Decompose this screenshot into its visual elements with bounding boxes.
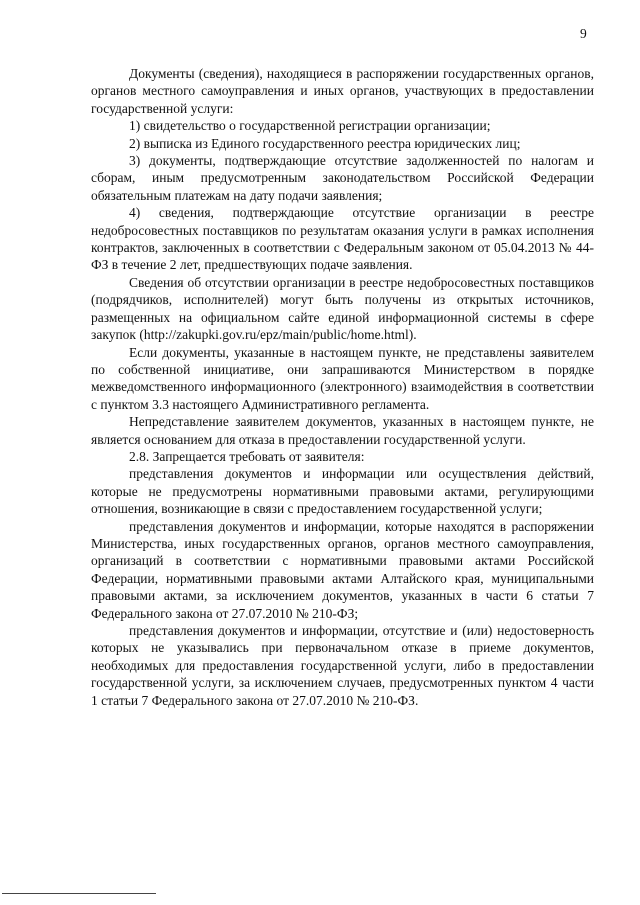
paragraph-interagency-request: Если документы, указанные в настоящем пункте, не представлены заявителем по собственной инициативе, они запрашиваются Министерством в порядке межведомственного информационного (электронного) взаимодействия в соответствии с пунктом 3.3 настоящего Административного регламента.	[91, 344, 594, 412]
paragraph-register-source: Сведения об отсутствии организации в реестре недобросовестных поставщиков (подрядчиков, исполнителей) могут быть получены из открытых источников, размещенных на официальном сайте единой информационной системы в сфере закупок (http://zakupki.gov.ru/epz/main/public/home.html).	[91, 274, 594, 343]
list-item-registration-certificate: 1) свидетельство о государственной регистрации организации;	[129, 118, 491, 134]
paragraph-non-submission: Непредставление заявителем документов, указанных в настоящем пункте, не является основанием для отказа в предоставлении государственной услуги.	[91, 414, 594, 447]
section-heading-2-8: 2.8. Запрещается требовать от заявителя:	[129, 448, 365, 464]
list-item-not-in-unreliable-register: 4) сведения, подтверждающие отсутствие организации в реестре недобросовестных поставщиков по результатам оказания услуги в рамках исполнения контрактов, заключенных в соответствии с Федеральным законом от 05.04.2013 № 44-ФЗ в течение 2 лет, предшествующих подаче заявления.	[91, 205, 594, 273]
footnote-divider	[2, 893, 156, 894]
paragraph-documents-intro: Документы (сведения), находящиеся в распоряжении государственных органов, органов местного самоуправления и иных органов, участвующих в предоставлении государственной услуги:	[91, 66, 594, 116]
paragraph-prohibition-2: представления документов и информации, которые находятся в распоряжении Министерства, иных государственных органов, органов местного самоуправления, организаций в соответствии с нормативными правовыми актами Российской Федерации, нормативными правовыми актами Алтайского края, муниципальными правовыми актами, за исключением документов, указанных в части 6 статьи 7 Федерального закона от 27.07.2010 № 210-ФЗ;	[91, 518, 594, 621]
document-body	[91, 65, 594, 709]
list-item-register-extract: 2) выписка из Единого государственного реестра юридических лиц;	[129, 135, 521, 151]
page-number: 9	[580, 26, 587, 41]
paragraph-prohibition-3: представления документов и информации, отсутствие и (или) недостоверность которых не указывались при первоначальном отказе в приеме документов, необходимых для предоставления государственной услуги, либо в предоставлении государственной услуги, за исключением случаев, предусмотренных пунктом 4 части 1 статьи 7 Федерального закона от 27.07.2010 № 210-ФЗ.	[91, 623, 594, 708]
list-item-no-tax-debt: 3) документы, подтверждающие отсутствие задолженностей по налогам и сборам, иным предусмотренным законодательством Российской Федерации обязательным платежам на дату подачи заявления;	[91, 153, 594, 203]
paragraph-prohibition-1: представления документов и информации или осуществления действий, которые не предусмотрены нормативными правовыми актами, регулирующими отношения, возникающие в связи с предоставлением государственной услуги;	[91, 466, 594, 517]
